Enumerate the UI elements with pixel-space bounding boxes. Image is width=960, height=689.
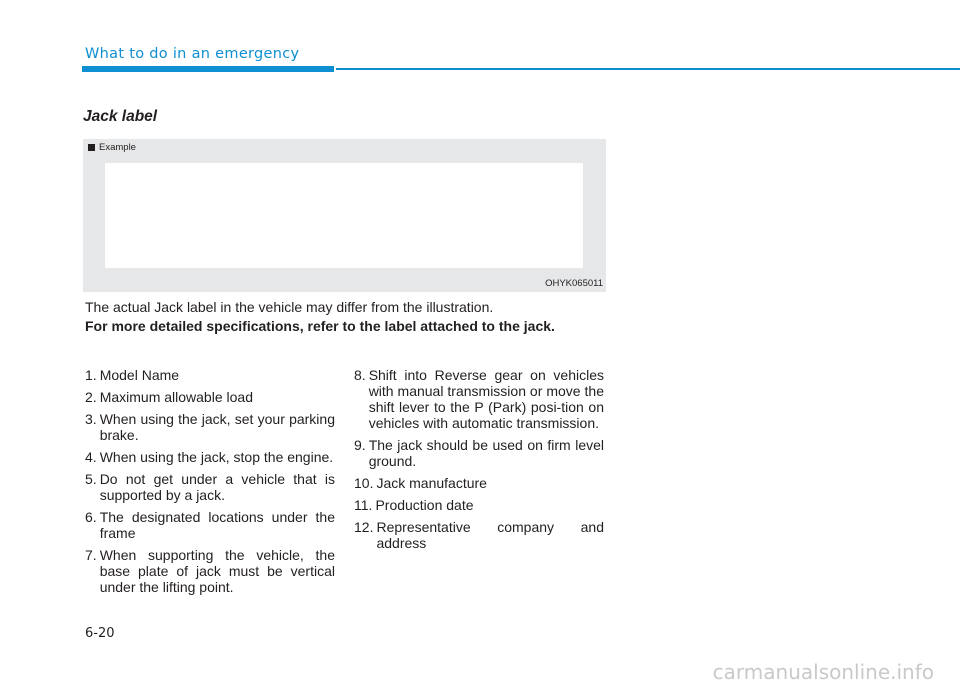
section-title: Jack label xyxy=(83,108,158,125)
list-item xyxy=(85,367,335,383)
item-text: Production date xyxy=(375,497,474,513)
item-text: Shift into Reverse gear on vehicles with manual transmission or move the shift lever to the P (Park) posi-tion on vehicles with automatic transmission. xyxy=(368,367,604,431)
item-text: When supporting the vehicle, the base plate of jack must be vertical under the lifting point. xyxy=(99,547,335,595)
square-bullet-icon xyxy=(88,144,95,151)
item-text: Representative company and address xyxy=(376,519,604,551)
list-item xyxy=(85,411,335,443)
list-item xyxy=(85,449,335,465)
figure-tag-label: Example xyxy=(99,142,136,153)
item-number: 10. xyxy=(354,475,374,491)
list-item xyxy=(85,547,335,595)
list-item xyxy=(85,471,335,503)
item-text: Do not get under a vehicle that is supported by a jack. xyxy=(99,471,335,503)
jack-label-figure xyxy=(83,139,606,292)
figure-code: OHYK065011 xyxy=(545,278,603,289)
list-item xyxy=(354,497,604,513)
item-number: 7. xyxy=(85,547,97,563)
page-number: 6-20 xyxy=(85,626,115,641)
header-bar-thick xyxy=(82,66,334,72)
item-text: Jack manufacture xyxy=(376,475,487,491)
list-right xyxy=(354,367,604,557)
item-text: When using the jack, stop the engine. xyxy=(99,449,334,465)
item-number: 2. xyxy=(85,389,97,405)
item-number: 8. xyxy=(354,367,366,383)
list-item xyxy=(354,475,604,491)
list-item xyxy=(85,509,335,541)
item-number: 4. xyxy=(85,449,97,465)
item-text: The designated locations under the frame xyxy=(99,509,335,541)
item-number: 11. xyxy=(354,497,373,513)
item-text: Model Name xyxy=(99,367,180,383)
item-number: 6. xyxy=(85,509,97,525)
header-bar-thin xyxy=(336,68,960,70)
item-text: When using the jack, set your parking brake. xyxy=(99,411,335,443)
note-text: The actual Jack label in the vehicle may differ from the illustration. xyxy=(85,299,494,315)
list-item xyxy=(354,519,604,551)
item-number: 12. xyxy=(354,519,374,535)
list-item xyxy=(354,367,604,431)
item-number: 9. xyxy=(354,437,366,453)
list-item xyxy=(354,437,604,469)
watermark[interactable]: carmanualsonline.info xyxy=(712,660,934,684)
list-item xyxy=(85,389,335,405)
item-number: 3. xyxy=(85,411,97,427)
list-left xyxy=(85,367,335,601)
item-text: Maximum allowable load xyxy=(99,389,253,405)
item-number: 5. xyxy=(85,471,97,487)
jack-label-illustration xyxy=(105,163,583,268)
figure-tag xyxy=(88,142,136,153)
header-section-title: What to do in an emergency xyxy=(85,46,300,62)
item-text: The jack should be used on firm level ground. xyxy=(368,437,604,469)
note-bold-text: For more detailed specifications, refer to the label attached to the jack. xyxy=(85,318,555,334)
item-number: 1. xyxy=(85,367,97,383)
